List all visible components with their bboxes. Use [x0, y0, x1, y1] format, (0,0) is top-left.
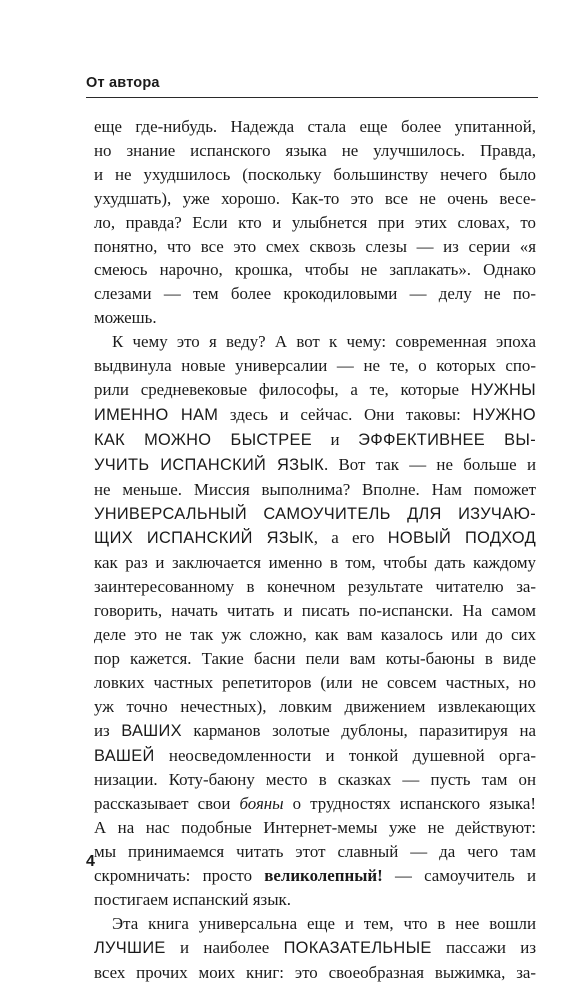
text-line	[94, 840, 536, 864]
text-run: о трудностях испанского языка!	[283, 794, 536, 814]
text-run: но знание испанского языка не улучшилось. Правда,	[94, 140, 536, 160]
text-run: говорить, начать читать и писать по-испански. На самом	[94, 601, 536, 621]
page-number: 4	[86, 853, 95, 870]
text-line	[94, 478, 536, 502]
text-run-caps: УЧИТЬ ИСПАНСКИЙ ЯЗЫК	[94, 455, 325, 474]
text-line	[94, 187, 536, 211]
text-run-bold: великолепный!	[264, 866, 383, 886]
page-body-text	[94, 115, 536, 985]
text-line	[94, 816, 536, 840]
text-run-italic: бояны	[239, 794, 284, 814]
text-line	[94, 403, 536, 428]
text-line	[94, 695, 536, 719]
text-line	[94, 961, 536, 985]
text-run: скромничать: просто	[94, 866, 265, 886]
text-run: К чему это я веду? А вот к чему: современная эпоха	[112, 332, 536, 352]
text-run: смеюсь нарочно, крошка, чтобы не заплакать». Однако	[94, 260, 536, 280]
header-divider	[86, 97, 538, 98]
text-run: ловких частных репетиторов (или не совсем частных, но	[94, 672, 536, 692]
text-run: и наиболее	[165, 937, 284, 957]
text-run: заинтересованному в конечном результате читателю за-	[94, 577, 536, 597]
text-line	[94, 502, 536, 527]
text-run: рили средневековые философы, а те, которые	[94, 379, 471, 399]
text-run: можешь.	[94, 308, 157, 328]
text-run: из	[94, 720, 122, 740]
text-line	[94, 211, 536, 235]
text-line	[94, 912, 536, 936]
text-run: как раз и заключается именно в том, чтобы дать каждому	[94, 553, 536, 573]
text-line	[94, 258, 536, 282]
text-run-caps: НУЖНЫ	[470, 380, 536, 399]
text-line	[94, 354, 536, 378]
text-run: — самоучитель и	[382, 866, 536, 886]
text-line	[94, 888, 536, 912]
text-line	[94, 719, 536, 744]
text-run: слезами — тем более крокодиловыми — делу не по-	[94, 284, 536, 304]
text-line	[94, 599, 536, 623]
text-line	[94, 163, 536, 187]
text-line	[94, 936, 536, 961]
text-run: деле это не так уж сложно, как вам казалось или до сих	[94, 625, 536, 645]
text-line	[94, 330, 536, 354]
text-run: еще где-нибудь. Надежда стала еще более упитанной,	[94, 117, 536, 136]
text-line	[94, 864, 536, 888]
text-run-caps: ВАШИХ	[121, 721, 182, 740]
text-line	[94, 115, 536, 139]
text-run-caps: ВАШЕЙ	[94, 746, 155, 765]
text-line	[94, 282, 536, 306]
text-run: и не ухудшилось (поскольку большинству нечего было	[94, 164, 536, 184]
text-run: ло, правда? Если кто и улыбнется при этих словах, то	[94, 212, 536, 232]
text-run-caps: УНИВЕРСАЛЬНЫЙ САМОУЧИТЕЛЬ ДЛЯ ИЗУЧАЮ-	[94, 504, 536, 523]
text-line	[94, 768, 536, 792]
text-run-caps: НУЖНО	[472, 405, 536, 424]
text-line	[94, 139, 536, 163]
text-line	[94, 551, 536, 575]
text-run: и	[312, 429, 359, 449]
running-header-title: От автора	[86, 75, 160, 91]
text-run: А на нас подобные Интернет-мемы уже не действуют:	[94, 818, 536, 838]
text-run: уж точно нечестных), ловким движением извлекающих	[94, 696, 536, 716]
text-run: Эта книга универсальна еще и тем, что в нее вошли	[112, 913, 536, 933]
text-run: неосведомленности и тонкой душевной орга-	[154, 745, 536, 765]
text-run: постигаем испанский язык.	[94, 890, 291, 909]
text-run-caps: ЭФФЕКТИВНЕЕ ВЫ-	[358, 430, 536, 449]
text-run-caps: ПОКАЗАТЕЛЬНЫЕ	[283, 938, 432, 957]
text-run: ухудшать), уже хорошо. Как-то это все не очень весе-	[94, 188, 536, 208]
text-line	[94, 306, 536, 330]
text-line	[94, 428, 536, 453]
text-line	[94, 378, 536, 403]
text-line	[94, 235, 536, 259]
text-run-caps: ИМЕННО НАМ	[94, 405, 219, 424]
text-run-caps: ЛУЧШИЕ	[94, 938, 166, 957]
text-run: карманов золотые дублоны, паразитируя на	[181, 720, 537, 740]
text-line	[94, 575, 536, 599]
text-run: понятно, что все это смех сквозь слезы — из серии «я	[94, 236, 536, 256]
text-run-caps: КАК МОЖНО БЫСТРЕЕ	[94, 430, 312, 449]
text-line	[94, 623, 536, 647]
text-run-caps: ЩИХ ИСПАНСКИЙ ЯЗЫК	[94, 529, 314, 548]
text-run: пор кажется. Такие басни пели вам коты-баюны в виде	[94, 648, 536, 668]
text-run: , а его	[313, 528, 388, 548]
text-line	[94, 671, 536, 695]
text-run: пассажи из	[431, 937, 536, 957]
text-run: рассказывает свои	[94, 794, 240, 814]
text-line	[94, 792, 536, 816]
text-run: . Вот так — не больше и	[324, 454, 536, 474]
text-run-caps: НОВЫЙ ПОДХОД	[387, 529, 536, 548]
text-run: низации. Коту-баюну место в сказках — пусть там он	[94, 770, 536, 790]
text-run: мы принимаемся читать этот славный — да чего там	[94, 842, 536, 862]
text-run: не меньше. Миссия выполнима? Вполне. Нам поможет	[94, 479, 536, 499]
text-run: всех прочих моих книг: это своеобразная выжимка, за-	[94, 962, 536, 982]
text-line	[94, 744, 536, 769]
text-line	[94, 647, 536, 671]
text-run: здесь и сейчас. Они таковы:	[218, 404, 473, 424]
text-line	[94, 453, 536, 478]
text-run: выдвинула новые универсалии — не те, о которых спо-	[94, 356, 536, 376]
text-line	[94, 526, 536, 551]
